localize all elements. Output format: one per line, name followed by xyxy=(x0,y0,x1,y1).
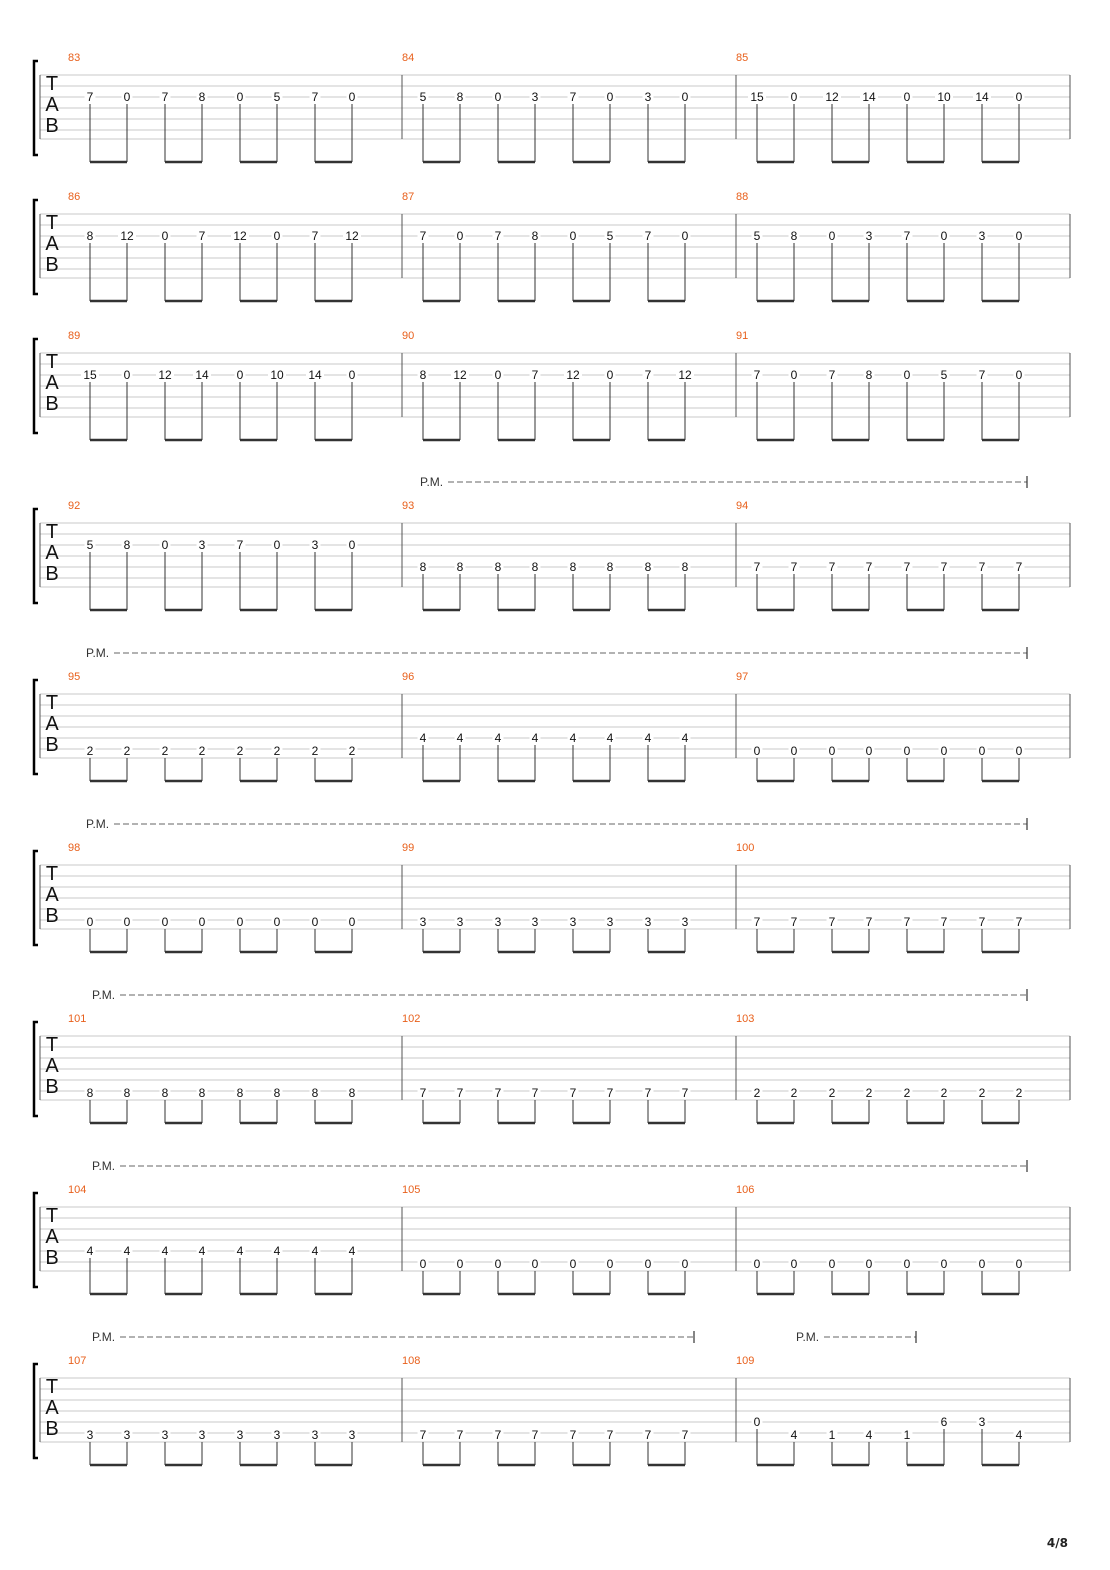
fret-number: 0 xyxy=(1015,744,1023,758)
fret-number: 2 xyxy=(123,744,131,758)
fret-number: 2 xyxy=(86,744,94,758)
fret-number: 0 xyxy=(494,368,502,382)
fret-number: 0 xyxy=(569,1257,577,1271)
fret-number: 5 xyxy=(753,229,761,243)
fret-number: 7 xyxy=(419,1086,427,1100)
fret-number: 0 xyxy=(903,90,911,104)
fret-number: 0 xyxy=(903,744,911,758)
measure-number: 85 xyxy=(736,52,749,64)
fret-number: 0 xyxy=(123,368,131,382)
fret-number: 3 xyxy=(86,1428,94,1442)
fret-number: 0 xyxy=(903,368,911,382)
fret-number: 3 xyxy=(606,915,614,929)
fret-number: 0 xyxy=(940,229,948,243)
fret-number: 0 xyxy=(644,1257,652,1271)
fret-number: 7 xyxy=(790,560,798,574)
tab-system xyxy=(34,646,1070,781)
fret-number: 4 xyxy=(606,731,614,745)
fret-number: 0 xyxy=(753,744,761,758)
system-bracket xyxy=(34,1364,38,1458)
measure-number: 105 xyxy=(402,1184,421,1196)
fret-number: 8 xyxy=(569,560,577,574)
fret-number: 8 xyxy=(494,560,502,574)
fret-number: 7 xyxy=(569,90,577,104)
fret-number: 0 xyxy=(865,744,873,758)
fret-number: 12 xyxy=(345,229,359,243)
fret-number: 0 xyxy=(1015,229,1023,243)
fret-number: 5 xyxy=(273,90,281,104)
palm-mute-label: P.M. xyxy=(92,988,116,1002)
fret-number: 4 xyxy=(569,731,577,745)
fret-number: 0 xyxy=(606,1257,614,1271)
fret-number: 3 xyxy=(681,915,689,929)
fret-number: 5 xyxy=(606,229,614,243)
fret-number: 2 xyxy=(753,1086,761,1100)
fret-number: 2 xyxy=(978,1086,986,1100)
fret-number: 4 xyxy=(790,1428,798,1442)
fret-number: 7 xyxy=(644,229,652,243)
fret-number: 8 xyxy=(865,368,873,382)
fret-number: 3 xyxy=(456,915,464,929)
tab-clef-letter: T xyxy=(45,692,59,714)
fret-number: 3 xyxy=(123,1428,131,1442)
fret-number: 8 xyxy=(273,1086,281,1100)
tab-clef-letter: B xyxy=(45,563,59,585)
fret-number: 2 xyxy=(1015,1086,1023,1100)
fret-number: 14 xyxy=(862,90,876,104)
fret-number: 0 xyxy=(273,538,281,552)
measure-number: 103 xyxy=(736,1013,755,1025)
fret-number: 7 xyxy=(1015,915,1023,929)
system-bracket xyxy=(34,339,38,433)
fret-number: 0 xyxy=(198,915,206,929)
system-bracket xyxy=(34,1022,38,1116)
fret-number: 3 xyxy=(236,1428,244,1442)
fret-number: 7 xyxy=(903,560,911,574)
fret-number: 0 xyxy=(419,1257,427,1271)
system-bracket xyxy=(34,509,38,603)
tab-clef-letter: T xyxy=(45,1034,59,1056)
fret-number: 2 xyxy=(236,744,244,758)
fret-number: 0 xyxy=(606,90,614,104)
fret-number: 4 xyxy=(865,1428,873,1442)
fret-number: 0 xyxy=(236,368,244,382)
fret-number: 7 xyxy=(681,1428,689,1442)
fret-number: 0 xyxy=(865,1257,873,1271)
tab-clef-letter: A xyxy=(45,542,59,564)
fret-number: 7 xyxy=(494,1428,502,1442)
fret-number: 0 xyxy=(311,915,319,929)
fret-number: 0 xyxy=(828,744,836,758)
measure-number: 104 xyxy=(68,1184,87,1196)
fret-number: 7 xyxy=(903,229,911,243)
fret-number: 7 xyxy=(86,90,94,104)
measure-number: 96 xyxy=(402,671,415,683)
fret-number: 4 xyxy=(161,1244,169,1258)
fret-number: 7 xyxy=(828,368,836,382)
fret-number: 0 xyxy=(348,90,356,104)
fret-number: 7 xyxy=(569,1086,577,1100)
fret-number: 2 xyxy=(348,744,356,758)
tab-clef-letter: B xyxy=(45,734,59,756)
fret-number: 0 xyxy=(1015,1257,1023,1271)
tab-clef-letter: A xyxy=(45,884,59,906)
fret-number: 7 xyxy=(644,1428,652,1442)
fret-number: 7 xyxy=(644,368,652,382)
tab-system xyxy=(34,191,1070,301)
fret-number: 0 xyxy=(978,744,986,758)
fret-number: 2 xyxy=(940,1086,948,1100)
fret-number: 0 xyxy=(236,915,244,929)
fret-number: 0 xyxy=(940,744,948,758)
fret-number: 3 xyxy=(531,915,539,929)
measure-number: 93 xyxy=(402,500,415,512)
fret-number: 3 xyxy=(273,1428,281,1442)
fret-number: 0 xyxy=(828,1257,836,1271)
fret-number: 3 xyxy=(348,1428,356,1442)
fret-number: 2 xyxy=(198,744,206,758)
fret-number: 8 xyxy=(86,229,94,243)
fret-number: 8 xyxy=(419,560,427,574)
fret-number: 7 xyxy=(456,1086,464,1100)
fret-number: 7 xyxy=(828,560,836,574)
fret-number: 0 xyxy=(161,538,169,552)
fret-number: 8 xyxy=(644,560,652,574)
measure-number: 86 xyxy=(68,191,81,203)
palm-mute-label: P.M. xyxy=(86,646,110,660)
fret-number: 7 xyxy=(681,1086,689,1100)
tab-clef-letter: A xyxy=(45,1055,59,1077)
tab-clef-letter: T xyxy=(45,212,59,234)
fret-number: 7 xyxy=(569,1428,577,1442)
fret-number: 8 xyxy=(311,1086,319,1100)
fret-number: 0 xyxy=(790,90,798,104)
fret-number: 4 xyxy=(348,1244,356,1258)
tab-clef-letter: B xyxy=(45,393,59,415)
tab-system xyxy=(34,988,1070,1123)
fret-number: 7 xyxy=(753,915,761,929)
fret-number: 0 xyxy=(161,229,169,243)
fret-number: 3 xyxy=(198,1428,206,1442)
tab-clef-letter: A xyxy=(45,94,59,116)
fret-number: 7 xyxy=(828,915,836,929)
measure-number: 107 xyxy=(68,1355,87,1367)
fret-number: 7 xyxy=(236,538,244,552)
fret-number: 12 xyxy=(566,368,580,382)
fret-number: 4 xyxy=(644,731,652,745)
fret-number: 2 xyxy=(790,1086,798,1100)
fret-number: 4 xyxy=(86,1244,94,1258)
measure-number: 89 xyxy=(68,330,81,342)
palm-mute-label: P.M. xyxy=(86,817,110,831)
fret-number: 8 xyxy=(456,90,464,104)
fret-number: 5 xyxy=(86,538,94,552)
tab-clef-letter: A xyxy=(45,1397,59,1419)
fret-number: 8 xyxy=(456,560,464,574)
fret-number: 7 xyxy=(903,915,911,929)
fret-number: 8 xyxy=(123,538,131,552)
fret-number: 5 xyxy=(419,90,427,104)
system-bracket xyxy=(34,1193,38,1287)
fret-number: 4 xyxy=(494,731,502,745)
fret-number: 4 xyxy=(681,731,689,745)
measure-number: 88 xyxy=(736,191,749,203)
fret-number: 7 xyxy=(419,229,427,243)
tab-clef-letter: T xyxy=(45,351,59,373)
fret-number: 8 xyxy=(161,1086,169,1100)
fret-number: 7 xyxy=(531,368,539,382)
fret-number: 14 xyxy=(975,90,989,104)
measure-number: 106 xyxy=(736,1184,755,1196)
system-bracket xyxy=(34,200,38,294)
tab-clef-letter: A xyxy=(45,372,59,394)
fret-number: 0 xyxy=(681,1257,689,1271)
fret-number: 6 xyxy=(940,1415,948,1429)
fret-number: 0 xyxy=(681,229,689,243)
measure-number: 109 xyxy=(736,1355,755,1367)
fret-number: 2 xyxy=(828,1086,836,1100)
fret-number: 0 xyxy=(273,915,281,929)
measure-number: 100 xyxy=(736,842,755,854)
fret-number: 0 xyxy=(569,229,577,243)
fret-number: 0 xyxy=(1015,368,1023,382)
fret-number: 0 xyxy=(161,915,169,929)
fret-number: 8 xyxy=(419,368,427,382)
fret-number: 3 xyxy=(494,915,502,929)
fret-number: 0 xyxy=(494,90,502,104)
fret-number: 8 xyxy=(86,1086,94,1100)
tab-clef-letter: T xyxy=(45,1376,59,1398)
fret-number: 15 xyxy=(83,368,97,382)
fret-number: 8 xyxy=(790,229,798,243)
palm-mute-label: P.M. xyxy=(92,1159,116,1173)
fret-number: 3 xyxy=(865,229,873,243)
tab-clef-letter: A xyxy=(45,1226,59,1248)
fret-number: 7 xyxy=(978,915,986,929)
measure-number: 87 xyxy=(402,191,415,203)
palm-mute-label: P.M. xyxy=(796,1330,820,1344)
measure-number: 84 xyxy=(402,52,415,64)
measure-number: 92 xyxy=(68,500,81,512)
fret-number: 4 xyxy=(123,1244,131,1258)
fret-number: 0 xyxy=(790,744,798,758)
fret-number: 8 xyxy=(198,90,206,104)
measure-number: 91 xyxy=(736,330,749,342)
tab-clef-letter: T xyxy=(45,863,59,885)
fret-number: 10 xyxy=(937,90,951,104)
fret-number: 7 xyxy=(419,1428,427,1442)
fret-number: 7 xyxy=(494,1086,502,1100)
tab-clef-letter: T xyxy=(45,1205,59,1227)
fret-number: 3 xyxy=(644,915,652,929)
measure-number: 108 xyxy=(402,1355,421,1367)
fret-number: 2 xyxy=(311,744,319,758)
fret-number: 3 xyxy=(311,1428,319,1442)
tab-system xyxy=(34,1330,1070,1465)
fret-number: 0 xyxy=(348,368,356,382)
tab-system xyxy=(34,1159,1070,1294)
fret-number: 0 xyxy=(348,538,356,552)
fret-number: 4 xyxy=(456,731,464,745)
fret-number: 7 xyxy=(456,1428,464,1442)
fret-number: 14 xyxy=(195,368,209,382)
measure-number: 94 xyxy=(736,500,749,512)
fret-number: 7 xyxy=(311,229,319,243)
fret-number: 0 xyxy=(1015,90,1023,104)
fret-number: 8 xyxy=(236,1086,244,1100)
measure-number: 98 xyxy=(68,842,81,854)
tab-system xyxy=(34,330,1070,440)
fret-number: 12 xyxy=(453,368,467,382)
fret-number: 12 xyxy=(825,90,839,104)
tab-system xyxy=(34,52,1070,162)
fret-number: 0 xyxy=(681,90,689,104)
tab-clef-letter: B xyxy=(45,1076,59,1098)
fret-number: 0 xyxy=(123,90,131,104)
fret-number: 0 xyxy=(828,229,836,243)
fret-number: 0 xyxy=(348,915,356,929)
measure-number: 90 xyxy=(402,330,415,342)
fret-number: 7 xyxy=(940,915,948,929)
fret-number: 7 xyxy=(644,1086,652,1100)
fret-number: 7 xyxy=(978,368,986,382)
fret-number: 0 xyxy=(531,1257,539,1271)
fret-number: 3 xyxy=(311,538,319,552)
fret-number: 3 xyxy=(978,229,986,243)
fret-number: 7 xyxy=(790,915,798,929)
fret-number: 7 xyxy=(161,90,169,104)
fret-number: 7 xyxy=(494,229,502,243)
measure-number: 102 xyxy=(402,1013,421,1025)
measure-number: 83 xyxy=(68,52,81,64)
measure-number: 99 xyxy=(402,842,415,854)
tab-clef-letter: B xyxy=(45,1247,59,1269)
fret-number: 5 xyxy=(940,368,948,382)
fret-number: 3 xyxy=(419,915,427,929)
fret-number: 7 xyxy=(753,368,761,382)
tab-clef-letter: A xyxy=(45,233,59,255)
fret-number: 8 xyxy=(681,560,689,574)
fret-number: 0 xyxy=(753,1415,761,1429)
fret-number: 0 xyxy=(494,1257,502,1271)
tab-clef-letter: A xyxy=(45,713,59,735)
fret-number: 3 xyxy=(531,90,539,104)
fret-number: 2 xyxy=(273,744,281,758)
tab-clef-letter: T xyxy=(45,521,59,543)
fret-number: 4 xyxy=(1015,1428,1023,1442)
fret-number: 0 xyxy=(456,229,464,243)
fret-number: 7 xyxy=(865,560,873,574)
fret-number: 3 xyxy=(569,915,577,929)
fret-number: 7 xyxy=(978,560,986,574)
fret-number: 8 xyxy=(606,560,614,574)
tab-system xyxy=(34,475,1070,610)
fret-number: 0 xyxy=(86,915,94,929)
fret-number: 4 xyxy=(419,731,427,745)
fret-number: 12 xyxy=(233,229,247,243)
fret-number: 15 xyxy=(750,90,764,104)
fret-number: 0 xyxy=(903,1257,911,1271)
fret-number: 2 xyxy=(161,744,169,758)
fret-number: 1 xyxy=(828,1428,836,1442)
tab-clef-letter: B xyxy=(45,1418,59,1440)
tab-clef-letter: B xyxy=(45,115,59,137)
fret-number: 7 xyxy=(531,1428,539,1442)
fret-number: 1 xyxy=(903,1428,911,1442)
palm-mute-label: P.M. xyxy=(420,475,444,489)
tab-system xyxy=(34,817,1070,952)
palm-mute-label: P.M. xyxy=(92,1330,116,1344)
fret-number: 4 xyxy=(531,731,539,745)
fret-number: 0 xyxy=(978,1257,986,1271)
fret-number: 0 xyxy=(273,229,281,243)
fret-number: 8 xyxy=(531,560,539,574)
tab-clef-letter: B xyxy=(45,905,59,927)
fret-number: 14 xyxy=(308,368,322,382)
fret-number: 8 xyxy=(198,1086,206,1100)
fret-number: 2 xyxy=(865,1086,873,1100)
fret-number: 0 xyxy=(606,368,614,382)
fret-number: 0 xyxy=(123,915,131,929)
fret-number: 3 xyxy=(644,90,652,104)
fret-number: 7 xyxy=(1015,560,1023,574)
fret-number: 3 xyxy=(161,1428,169,1442)
fret-number: 7 xyxy=(311,90,319,104)
fret-number: 4 xyxy=(236,1244,244,1258)
fret-number: 0 xyxy=(753,1257,761,1271)
fret-number: 12 xyxy=(678,368,692,382)
page-number: 4/8 xyxy=(1046,1536,1068,1550)
measure-number: 97 xyxy=(736,671,749,683)
fret-number: 7 xyxy=(940,560,948,574)
fret-number: 8 xyxy=(123,1086,131,1100)
fret-number: 12 xyxy=(158,368,172,382)
fret-number: 8 xyxy=(348,1086,356,1100)
fret-number: 4 xyxy=(273,1244,281,1258)
tab-clef-letter: T xyxy=(45,73,59,95)
measure-number: 101 xyxy=(68,1013,87,1025)
fret-number: 0 xyxy=(940,1257,948,1271)
tab-clef-letter: B xyxy=(45,254,59,276)
fret-number: 2 xyxy=(903,1086,911,1100)
system-bracket xyxy=(34,680,38,774)
fret-number: 7 xyxy=(531,1086,539,1100)
system-bracket xyxy=(34,851,38,945)
fret-number: 10 xyxy=(270,368,284,382)
fret-number: 7 xyxy=(865,915,873,929)
fret-number: 7 xyxy=(753,560,761,574)
system-bracket xyxy=(34,61,38,155)
fret-number: 0 xyxy=(790,368,798,382)
fret-number: 0 xyxy=(236,90,244,104)
fret-number: 4 xyxy=(198,1244,206,1258)
fret-number: 8 xyxy=(531,229,539,243)
fret-number: 0 xyxy=(790,1257,798,1271)
fret-number: 3 xyxy=(198,538,206,552)
fret-number: 0 xyxy=(456,1257,464,1271)
fret-number: 7 xyxy=(198,229,206,243)
fret-number: 4 xyxy=(311,1244,319,1258)
fret-number: 3 xyxy=(978,1415,986,1429)
fret-number: 7 xyxy=(606,1428,614,1442)
measure-number: 95 xyxy=(68,671,81,683)
fret-number: 12 xyxy=(120,229,134,243)
fret-number: 7 xyxy=(606,1086,614,1100)
